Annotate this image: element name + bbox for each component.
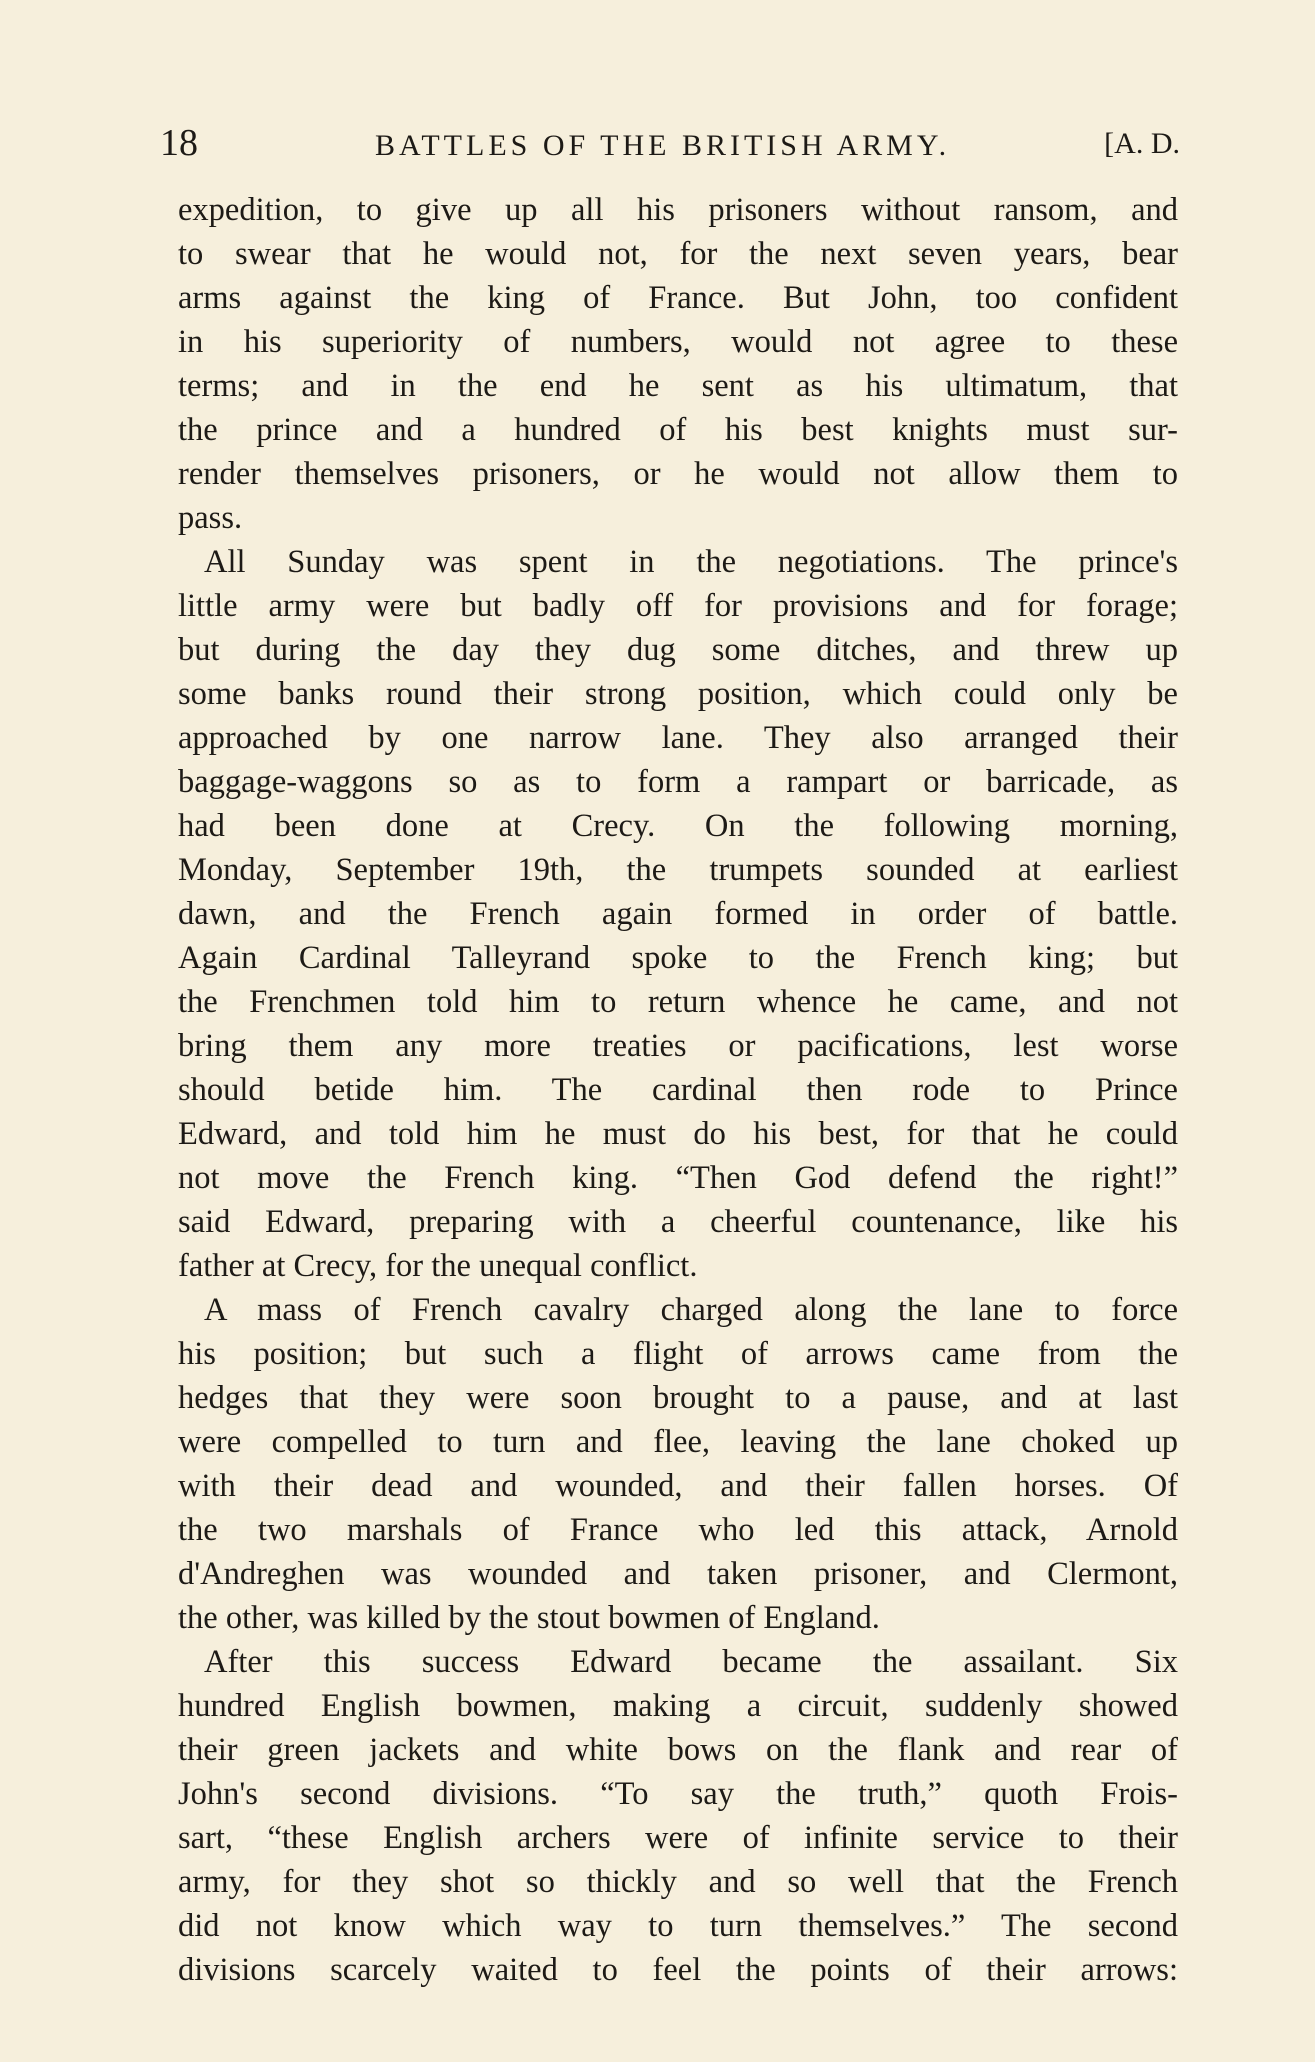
- text-line: little army were but badly off for provisions and for forage;: [178, 588, 1178, 624]
- text-line: arms against the king of France. But John, too confident: [178, 280, 1178, 316]
- text-line: approached by one narrow lane. They also arranged their: [178, 720, 1178, 756]
- text-line: terms; and in the end he sent as his ultimatum, that: [178, 368, 1178, 404]
- text-line: hundred English bowmen, making a circuit, suddenly showed: [178, 1688, 1178, 1724]
- text-line: should betide him. The cardinal then rode to Prince: [178, 1072, 1178, 1108]
- text-line: dawn, and the French again formed in order of battle.: [178, 896, 1178, 932]
- running-head: [160, 118, 1180, 168]
- text-line: Monday, September 19th, the trumpets sounded at earliest: [178, 852, 1178, 888]
- text-line: hedges that they were soon brought to a pause, and at last: [178, 1380, 1178, 1416]
- text-line: the two marshals of France who led this attack, Arnold: [178, 1512, 1178, 1548]
- text-line: sart, “these English archers were of infinite service to their: [178, 1820, 1178, 1856]
- text-line: render themselves prisoners, or he would not allow them to: [178, 456, 1178, 492]
- text-line: with their dead and wounded, and their fallen horses. Of: [178, 1468, 1178, 1504]
- text-line: in his superiority of numbers, would not agree to these: [178, 324, 1178, 360]
- text-line: did not know which way to turn themselves.” The second: [178, 1908, 1178, 1944]
- text-line: the other, was killed by the stout bowmen of England.: [178, 1600, 880, 1636]
- text-line: Edward, and told him he must do his best, for that he could: [178, 1116, 1178, 1152]
- text-line: Again Cardinal Talleyrand spoke to the French king; but: [178, 940, 1178, 976]
- text-line: All Sunday was spent in the negotiations. The prince's: [204, 544, 1178, 580]
- text-line: bring them any more treaties or pacifications, lest worse: [178, 1028, 1178, 1064]
- running-title: BATTLES OF THE BRITISH ARMY.: [375, 129, 951, 162]
- text-line: After this success Edward became the assailant. Six: [204, 1644, 1178, 1680]
- text-line: their green jackets and white bows on the flank and rear of: [178, 1732, 1178, 1768]
- text-line: army, for they shot so thickly and so well that the French: [178, 1864, 1178, 1900]
- running-date: [A. D.: [1104, 127, 1180, 160]
- text-line: father at Crecy, for the unequal conflict.: [178, 1248, 698, 1284]
- text-line: d'Andreghen was wounded and taken prisoner, and Clermont,: [178, 1556, 1178, 1592]
- text-line: were compelled to turn and flee, leaving the lane choked up: [178, 1424, 1178, 1460]
- page-number: 18: [160, 122, 198, 164]
- text-line: A mass of French cavalry charged along the lane to force: [204, 1292, 1178, 1328]
- text-line: had been done at Crecy. On the following morning,: [178, 808, 1178, 844]
- body-text: [178, 188, 1178, 1992]
- text-line: divisions scarcely waited to feel the points of their arrows:: [178, 1952, 1178, 1988]
- text-line: baggage-waggons so as to form a rampart or barricade, as: [178, 764, 1178, 800]
- text-line: but during the day they dug some ditches, and threw up: [178, 632, 1178, 668]
- text-line: John's second divisions. “To say the truth,” quoth Frois-: [178, 1776, 1178, 1812]
- text-line: some banks round their strong position, which could only be: [178, 676, 1178, 712]
- text-line: expedition, to give up all his prisoners without ransom, and: [178, 192, 1178, 228]
- text-line: his position; but such a flight of arrows came from the: [178, 1336, 1178, 1372]
- text-line: not move the French king. “Then God defend the right!”: [178, 1160, 1178, 1196]
- text-line: the prince and a hundred of his best knights must sur-: [178, 412, 1178, 448]
- text-line: said Edward, preparing with a cheerful countenance, like his: [178, 1204, 1178, 1240]
- text-line: to swear that he would not, for the next seven years, bear: [178, 236, 1178, 272]
- text-line: the Frenchmen told him to return whence he came, and not: [178, 984, 1178, 1020]
- text-line: pass.: [178, 500, 243, 536]
